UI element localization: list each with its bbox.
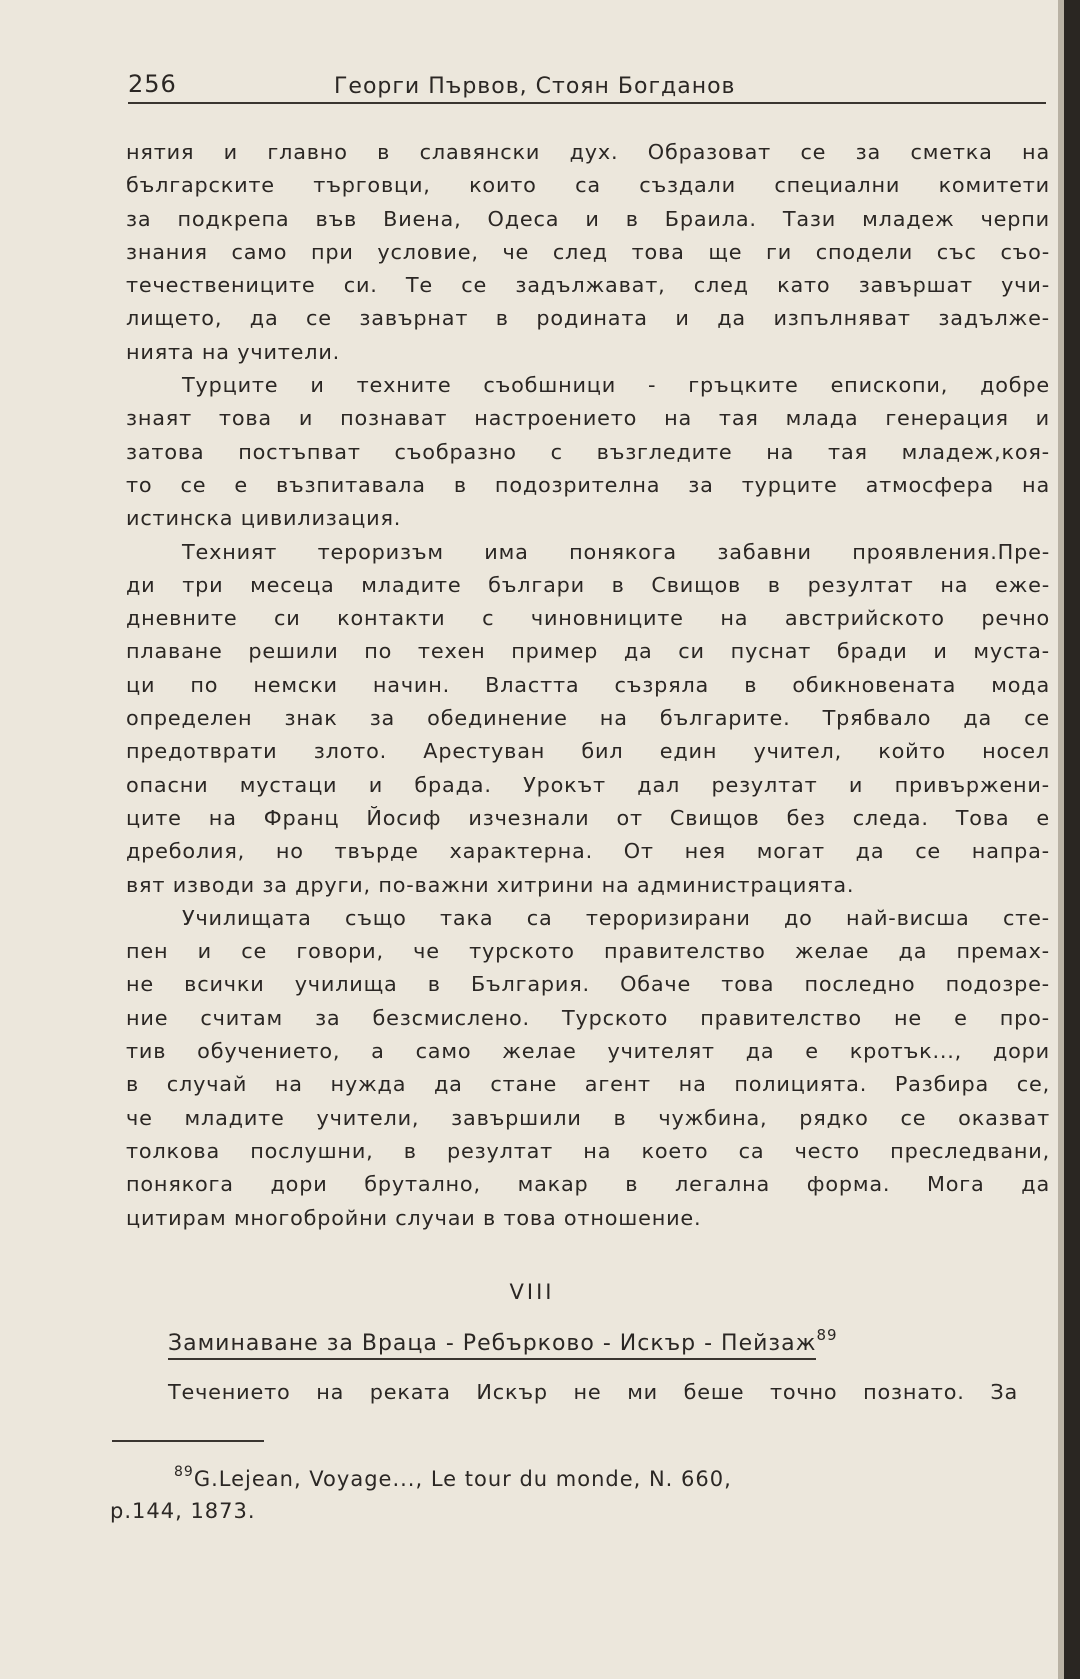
text-line: ние считам за безсмислено. Турското правителство не е про- <box>126 1005 1050 1030</box>
text-line: дреболия, но твърде характерна. От нея могат да се напра- <box>126 839 1050 864</box>
binding-edge <box>1064 0 1080 1679</box>
text-line: тив обучението, а само желае учителят да е кротък..., дори <box>126 1039 1050 1064</box>
text-line: Течението на реката Искър не ми беше точно познато. За <box>168 1380 1018 1404</box>
page-number: 256 <box>128 70 177 98</box>
text-line: българските търговци, които са създали специални комитети <box>126 173 1050 198</box>
text-line: лището, да се завърнат в родината и да изпълняват задълже- <box>126 306 1050 331</box>
text-line: затова постъпват съобразно с възгледите на тая младеж,коя- <box>126 439 1050 464</box>
text-line: понякога дори брутално, макар в легална форма. Мога да <box>126 1172 1050 1197</box>
text-line: дневните си контакти с чиновниците на австрийското речно <box>126 606 1050 631</box>
section-title <box>168 1326 838 1356</box>
text-line: за подкрепа във Виена, Одеса и в Браила. Тази младеж черпи <box>126 206 1050 231</box>
footnote-line-2: p.144, 1873. <box>110 1499 256 1523</box>
text-line: нятия и главно в славянски дух. Образоват се за сметка на <box>126 140 1050 164</box>
text-line: ци по немски начин. Властта съзряла в обикновената мода <box>126 672 1050 697</box>
footnote-divider <box>112 1440 264 1442</box>
running-header <box>128 66 1046 104</box>
text-line: определен знак за обединение на българите. Трябвало да се <box>126 706 1050 731</box>
section-footnote-ref: 89 <box>816 1326 838 1344</box>
text-line: цитирам многобройни случаи в това отношение. <box>126 1205 702 1230</box>
text-line: вят изводи за други, по-важни хитрини на администрацията. <box>126 872 855 897</box>
text-line: Училищата също така са тероризирани до най-висша сте- <box>182 905 1050 930</box>
footnote-line-1 <box>110 1456 990 1495</box>
text-line: не всички училища в България. Обаче това последно подозре- <box>126 972 1050 997</box>
text-line: Техният тероризъм има понякога забавни проявления.Пре- <box>182 539 1050 564</box>
text-line: толкова послушни, в резултат на което са често преследвани, <box>126 1138 1050 1163</box>
text-line: че младите учители, завършили в чужбина, рядко се оказват <box>126 1105 1050 1130</box>
footnote-text-1: G.Lejean, Voyage..., Le tour du monde, N. 660, <box>193 1467 732 1491</box>
footnote-mark: 89 <box>174 1464 194 1480</box>
section-title-text: Заминаване за Враца - Ребърково - Искър - Пейзаж <box>168 1331 816 1360</box>
main-text <box>126 136 1050 1235</box>
text-line: предотврати злото. Арестуван бил един учител, който носел <box>126 739 1050 764</box>
text-line: то се е възпитавала в подозрителна за турците атмосфера на <box>126 472 1050 497</box>
text-line: опасни мустаци и брада. Урокът дал резултат и привържени- <box>126 772 1050 797</box>
text-line: в случай на нужда да стане агент на полицията. Разбира се, <box>126 1072 1050 1097</box>
section-number: VIII <box>509 1280 555 1304</box>
footnote <box>110 1456 990 1527</box>
text-line: ди три месеца младите българи в Свищов в резултат на еже- <box>126 572 1050 597</box>
text-line: истинска цивилизация. <box>126 506 402 531</box>
text-line: плаване решили по техен пример да си пуснат бради и муста- <box>126 639 1050 664</box>
text-line: течествениците си. Те се задължават, след като завършат учи- <box>126 273 1050 298</box>
text-line: ците на Франц Йосиф изчезнали от Свищов без следа. Това е <box>126 805 1050 830</box>
text-line: Турците и техните съобшници - гръцките епископи, добре <box>182 373 1050 398</box>
text-line: нията на учители. <box>126 339 341 364</box>
section-first-paragraph <box>168 1376 1018 1409</box>
text-line: знания само при условие, че след това ще ги сподели със съо- <box>126 239 1050 264</box>
text-line: пен и се говори, че турското правителство желае да премах- <box>126 939 1050 964</box>
header-authors: Георги Първов, Стоян Богданов <box>334 74 736 99</box>
text-line: знаят това и познават настроението на тая млада генерация и <box>126 406 1050 431</box>
